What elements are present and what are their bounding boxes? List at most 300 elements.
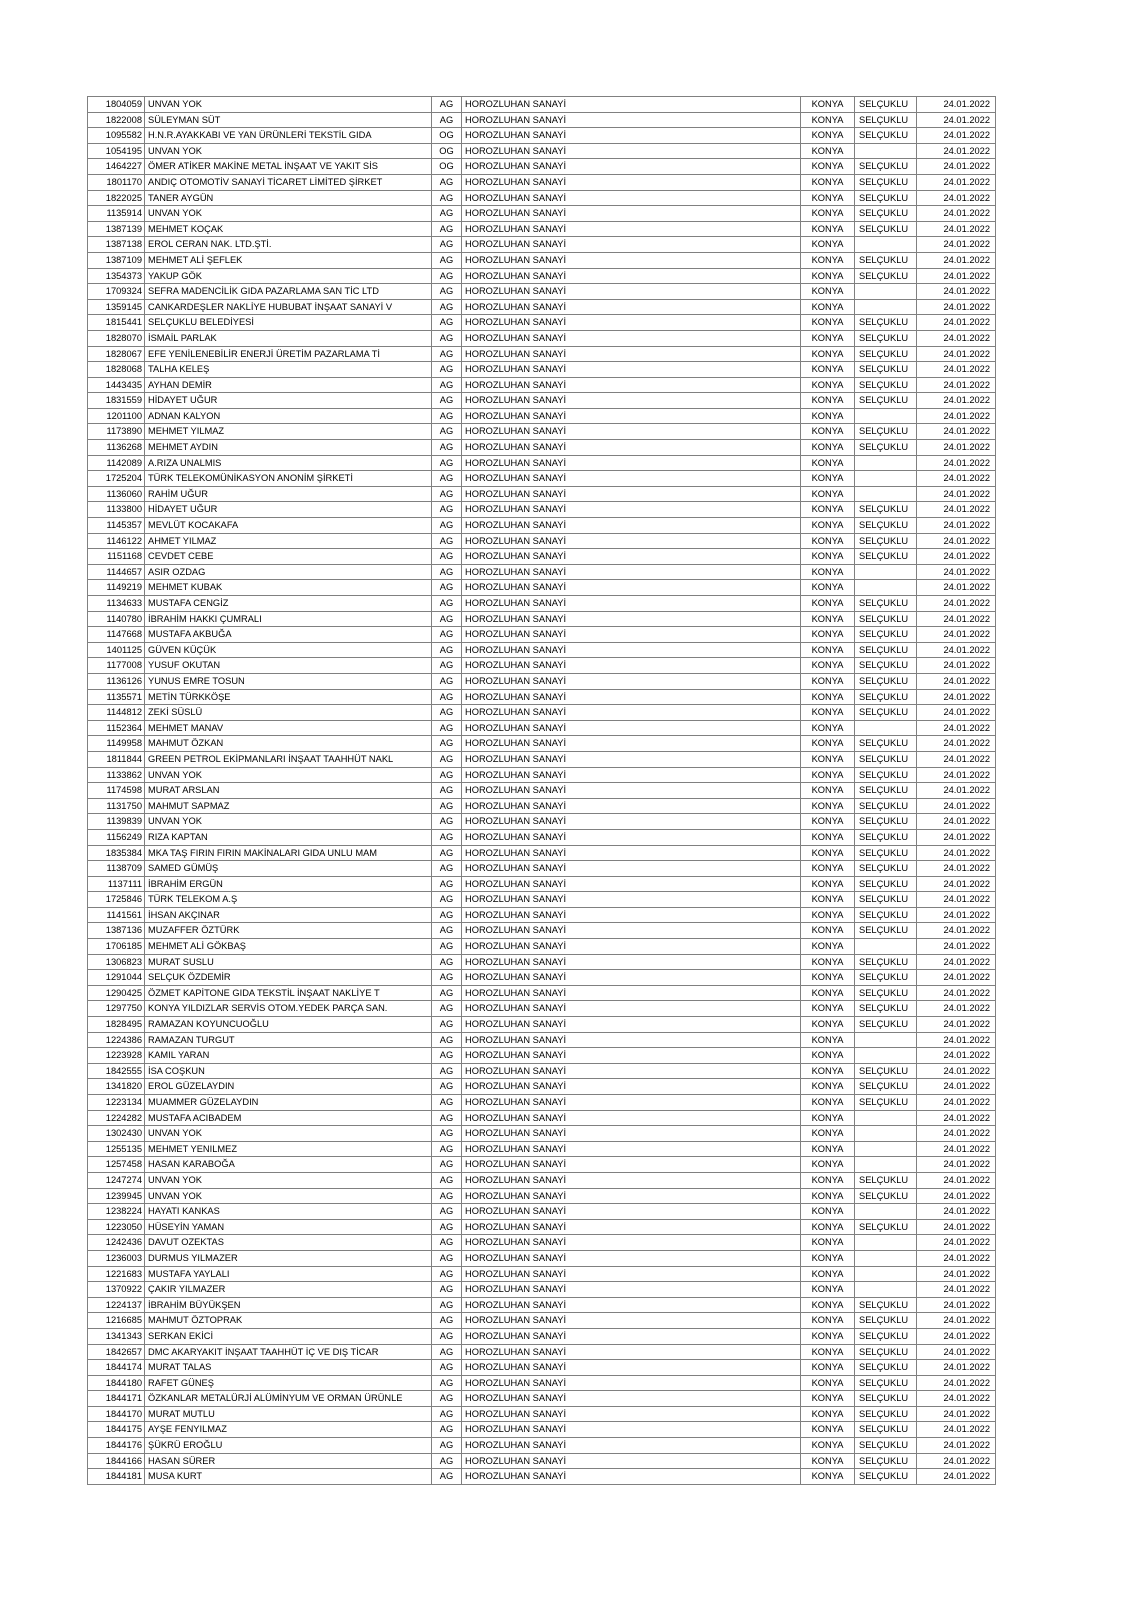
district-cell [855,580,917,596]
district-cell: SELÇUKLU [855,596,917,612]
city-cell: KONYA [801,705,855,721]
date-cell: 24.01.2022 [917,206,996,222]
city-cell: KONYA [801,440,855,456]
installation-number-cell: 1828068 [88,362,145,378]
facility-name-cell: HOROZLUHAN SANAYİ [462,1391,801,1407]
city-cell: KONYA [801,845,855,861]
subscriber-title-cell: SELÇUK ÖZDEMİR [145,970,432,986]
subscriber-title-cell: RAMAZAN KOYUNCUOĞLU [145,1017,432,1033]
voltage-type-cell: AG [432,1328,462,1344]
district-cell [855,471,917,487]
installation-number-cell: 1401125 [88,642,145,658]
facility-name-cell: HOROZLUHAN SANAYİ [462,596,801,612]
city-cell: KONYA [801,1095,855,1111]
installation-number-cell: 1255135 [88,1141,145,1157]
table-row [88,1375,996,1391]
installation-number-cell: 1464227 [88,159,145,175]
voltage-type-cell: AG [432,221,462,237]
facility-name-cell: HOROZLUHAN SANAYİ [462,1344,801,1360]
subscriber-title-cell: GÜVEN KÜÇÜK [145,642,432,658]
subscriber-title-cell: MKA TAŞ FIRIN FIRIN MAKİNALARI GIDA UNLU MAM [145,845,432,861]
voltage-type-cell: AG [432,424,462,440]
installation-number-cell: 1147668 [88,627,145,643]
table-row [88,1313,996,1329]
district-cell [855,1250,917,1266]
subscriber-title-cell: AHMET YILMAZ [145,533,432,549]
city-cell: KONYA [801,1079,855,1095]
district-cell: SELÇUKLU [855,424,917,440]
subscriber-title-cell: UNVAN YOK [145,143,432,159]
table-row [88,783,996,799]
date-cell: 24.01.2022 [917,783,996,799]
date-cell: 24.01.2022 [917,268,996,284]
table-row [88,97,996,113]
subscriber-title-cell: MAHMUT ÖZKAN [145,736,432,752]
installation-number-cell: 1149219 [88,580,145,596]
installation-number-cell: 1709324 [88,284,145,300]
facility-name-cell: HOROZLUHAN SANAYİ [462,611,801,627]
installation-number-cell: 1828067 [88,346,145,362]
city-cell: KONYA [801,408,855,424]
voltage-type-cell: AG [432,658,462,674]
district-cell: SELÇUKLU [855,159,917,175]
subscriber-title-cell: MEHMET YILMAZ [145,424,432,440]
table-row [88,1250,996,1266]
city-cell: KONYA [801,1469,855,1485]
date-cell: 24.01.2022 [917,1453,996,1469]
table-row [88,907,996,923]
date-cell: 24.01.2022 [917,1048,996,1064]
subscriber-title-cell: MEVLÜT KOCAKAFA [145,518,432,534]
facility-name-cell: HOROZLUHAN SANAYİ [462,907,801,923]
installation-number-cell: 1725846 [88,892,145,908]
facility-name-cell: HOROZLUHAN SANAYİ [462,829,801,845]
date-cell: 24.01.2022 [917,112,996,128]
voltage-type-cell: AG [432,455,462,471]
facility-name-cell: HOROZLUHAN SANAYİ [462,1282,801,1298]
city-cell: KONYA [801,1001,855,1017]
date-cell: 24.01.2022 [917,923,996,939]
facility-name-cell: HOROZLUHAN SANAYİ [462,1157,801,1173]
table-row [88,1063,996,1079]
district-cell [855,1235,917,1251]
subscriber-title-cell: HASAN KARABOĞA [145,1157,432,1173]
voltage-type-cell: AG [432,471,462,487]
subscriber-title-cell: ANDIÇ OTOMOTİV SANAYİ TİCARET LİMİTED ŞİRKET [145,174,432,190]
subscriber-title-cell: MEHMET ALİ GÖKBAŞ [145,939,432,955]
city-cell: KONYA [801,564,855,580]
installation-number-cell: 1725204 [88,471,145,487]
facility-name-cell: HOROZLUHAN SANAYİ [462,658,801,674]
installation-number-cell: 1844174 [88,1360,145,1376]
date-cell: 24.01.2022 [917,829,996,845]
subscriber-title-cell: MURAT TALAS [145,1360,432,1376]
facility-name-cell: HOROZLUHAN SANAYİ [462,221,801,237]
facility-name-cell: HOROZLUHAN SANAYİ [462,736,801,752]
city-cell: KONYA [801,985,855,1001]
table-row [88,486,996,502]
district-cell [855,455,917,471]
date-cell: 24.01.2022 [917,1344,996,1360]
city-cell: KONYA [801,221,855,237]
table-row [88,1126,996,1142]
installation-number-cell: 1297750 [88,1001,145,1017]
city-cell: KONYA [801,190,855,206]
facility-name-cell: HOROZLUHAN SANAYİ [462,518,801,534]
voltage-type-cell: AG [432,767,462,783]
voltage-type-cell: AG [432,1204,462,1220]
subscriber-title-cell: İHSAN AKÇINAR [145,907,432,923]
district-cell: SELÇUKLU [855,954,917,970]
facility-name-cell: HOROZLUHAN SANAYİ [462,1453,801,1469]
city-cell: KONYA [801,502,855,518]
district-cell: SELÇUKLU [855,673,917,689]
subscriber-title-cell: CANKARDEŞLER NAKLİYE HUBUBAT İNŞAAT SANAYİ V [145,299,432,315]
voltage-type-cell: OG [432,159,462,175]
facility-name-cell: HOROZLUHAN SANAYİ [462,1469,801,1485]
city-cell: KONYA [801,892,855,908]
facility-name-cell: HOROZLUHAN SANAYİ [462,299,801,315]
voltage-type-cell: AG [432,751,462,767]
date-cell: 24.01.2022 [917,1328,996,1344]
district-cell: SELÇUKLU [855,1422,917,1438]
district-cell: SELÇUKLU [855,377,917,393]
voltage-type-cell: AG [432,1375,462,1391]
subscriber-title-cell: AYŞE FENYILMAZ [145,1422,432,1438]
table-row [88,1344,996,1360]
date-cell: 24.01.2022 [917,408,996,424]
table-row [88,642,996,658]
date-cell: 24.01.2022 [917,190,996,206]
city-cell: KONYA [801,658,855,674]
date-cell: 24.01.2022 [917,1204,996,1220]
voltage-type-cell: AG [432,876,462,892]
facility-name-cell: HOROZLUHAN SANAYİ [462,284,801,300]
installation-number-cell: 1387138 [88,237,145,253]
district-cell: SELÇUKLU [855,767,917,783]
voltage-type-cell: AG [432,518,462,534]
district-cell: SELÇUKLU [855,1219,917,1235]
city-cell: KONYA [801,1422,855,1438]
subscriber-title-cell: ÇAKIR YILMAZER [145,1282,432,1298]
installation-number-cell: 1054195 [88,143,145,159]
voltage-type-cell: AG [432,923,462,939]
voltage-type-cell: AG [432,814,462,830]
subscriber-title-cell: TANER AYGÜN [145,190,432,206]
district-cell: SELÇUKLU [855,190,917,206]
city-cell: KONYA [801,1141,855,1157]
date-cell: 24.01.2022 [917,861,996,877]
installation-number-cell: 1835384 [88,845,145,861]
subscriber-title-cell: SELÇUKLU BELEDİYESİ [145,315,432,331]
voltage-type-cell: AG [432,970,462,986]
table-row [88,1017,996,1033]
district-cell: SELÇUKLU [855,393,917,409]
facility-name-cell: HOROZLUHAN SANAYİ [462,440,801,456]
subscriber-title-cell: MEHMET MANAV [145,720,432,736]
facility-name-cell: HOROZLUHAN SANAYİ [462,362,801,378]
date-cell: 24.01.2022 [917,1375,996,1391]
facility-name-cell: HOROZLUHAN SANAYİ [462,1172,801,1188]
voltage-type-cell: AG [432,985,462,1001]
table-row [88,970,996,986]
district-cell [855,143,917,159]
district-cell: SELÇUKLU [855,315,917,331]
installation-number-cell: 1354373 [88,268,145,284]
date-cell: 24.01.2022 [917,1235,996,1251]
outage-subscriber-table [87,96,996,1485]
date-cell: 24.01.2022 [917,174,996,190]
date-cell: 24.01.2022 [917,1282,996,1298]
voltage-type-cell: AG [432,1313,462,1329]
city-cell: KONYA [801,1375,855,1391]
facility-name-cell: HOROZLUHAN SANAYİ [462,1048,801,1064]
installation-number-cell: 1149958 [88,736,145,752]
table-row [88,954,996,970]
date-cell: 24.01.2022 [917,642,996,658]
voltage-type-cell: AG [432,954,462,970]
table-row [88,892,996,908]
installation-number-cell: 1801170 [88,174,145,190]
city-cell: KONYA [801,533,855,549]
installation-number-cell: 1844176 [88,1438,145,1454]
voltage-type-cell: OG [432,128,462,144]
installation-number-cell: 1145357 [88,518,145,534]
date-cell: 24.01.2022 [917,455,996,471]
district-cell: SELÇUKLU [855,206,917,222]
date-cell: 24.01.2022 [917,1110,996,1126]
voltage-type-cell: AG [432,829,462,845]
date-cell: 24.01.2022 [917,1188,996,1204]
district-cell: SELÇUKLU [855,611,917,627]
subscriber-title-cell: UNVAN YOK [145,206,432,222]
voltage-type-cell: AG [432,1032,462,1048]
voltage-type-cell: AG [432,1063,462,1079]
facility-name-cell: HOROZLUHAN SANAYİ [462,549,801,565]
installation-number-cell: 1146122 [88,533,145,549]
district-cell [855,408,917,424]
facility-name-cell: HOROZLUHAN SANAYİ [462,1001,801,1017]
facility-name-cell: HOROZLUHAN SANAYİ [462,1095,801,1111]
city-cell: KONYA [801,923,855,939]
date-cell: 24.01.2022 [917,1360,996,1376]
installation-number-cell: 1822008 [88,112,145,128]
voltage-type-cell: AG [432,393,462,409]
installation-number-cell: 1134633 [88,596,145,612]
table-row [88,502,996,518]
table-row [88,767,996,783]
voltage-type-cell: AG [432,673,462,689]
subscriber-title-cell: MURAT SUSLU [145,954,432,970]
district-cell: SELÇUKLU [855,533,917,549]
city-cell: KONYA [801,1188,855,1204]
district-cell: SELÇUKLU [855,252,917,268]
table-row [88,1297,996,1313]
table-row [88,814,996,830]
district-cell: SELÇUKLU [855,1313,917,1329]
date-cell: 24.01.2022 [917,596,996,612]
date-cell: 24.01.2022 [917,845,996,861]
table-row [88,455,996,471]
city-cell: KONYA [801,1048,855,1064]
facility-name-cell: HOROZLUHAN SANAYİ [462,1126,801,1142]
subscriber-title-cell: MURAT MUTLU [145,1406,432,1422]
facility-name-cell: HOROZLUHAN SANAYİ [462,814,801,830]
table-row [88,627,996,643]
facility-name-cell: HOROZLUHAN SANAYİ [462,705,801,721]
district-cell: SELÇUKLU [855,128,917,144]
voltage-type-cell: AG [432,315,462,331]
subscriber-title-cell: ÖZMET KAPİTONE GIDA TEKSTİL İNŞAAT NAKLİYE T [145,985,432,1001]
district-cell: SELÇUKLU [855,1297,917,1313]
installation-number-cell: 1844166 [88,1453,145,1469]
table-row [88,252,996,268]
voltage-type-cell: AG [432,1157,462,1173]
table-row [88,705,996,721]
subscriber-title-cell: TÜRK TELEKOMÜNİKASYON ANONİM ŞİRKETİ [145,471,432,487]
subscriber-title-cell: MUSTAFA ACIBADEM [145,1110,432,1126]
installation-number-cell: 1804059 [88,97,145,113]
district-cell: SELÇUKLU [855,330,917,346]
installation-number-cell: 1242436 [88,1235,145,1251]
facility-name-cell: HOROZLUHAN SANAYİ [462,1017,801,1033]
district-cell [855,486,917,502]
date-cell: 24.01.2022 [917,954,996,970]
installation-number-cell: 1224386 [88,1032,145,1048]
city-cell: KONYA [801,549,855,565]
installation-number-cell: 1138709 [88,861,145,877]
subscriber-title-cell: MURAT ARSLAN [145,783,432,799]
installation-number-cell: 1131750 [88,798,145,814]
facility-name-cell: HOROZLUHAN SANAYİ [462,751,801,767]
date-cell: 24.01.2022 [917,128,996,144]
installation-number-cell: 1247274 [88,1172,145,1188]
district-cell: SELÇUKLU [855,346,917,362]
district-cell: SELÇUKLU [855,1406,917,1422]
installation-number-cell: 1156249 [88,829,145,845]
voltage-type-cell: AG [432,237,462,253]
district-cell: SELÇUKLU [855,627,917,643]
city-cell: KONYA [801,736,855,752]
table-row [88,330,996,346]
table-row [88,1157,996,1173]
facility-name-cell: HOROZLUHAN SANAYİ [462,1188,801,1204]
voltage-type-cell: AG [432,408,462,424]
city-cell: KONYA [801,642,855,658]
city-cell: KONYA [801,673,855,689]
date-cell: 24.01.2022 [917,518,996,534]
city-cell: KONYA [801,393,855,409]
district-cell [855,564,917,580]
installation-number-cell: 1706185 [88,939,145,955]
facility-name-cell: HOROZLUHAN SANAYİ [462,861,801,877]
table-row [88,440,996,456]
date-cell: 24.01.2022 [917,939,996,955]
date-cell: 24.01.2022 [917,471,996,487]
city-cell: KONYA [801,143,855,159]
district-cell: SELÇUKLU [855,970,917,986]
district-cell [855,284,917,300]
city-cell: KONYA [801,159,855,175]
district-cell: SELÇUKLU [855,97,917,113]
date-cell: 24.01.2022 [917,1469,996,1485]
date-cell: 24.01.2022 [917,237,996,253]
facility-name-cell: HOROZLUHAN SANAYİ [462,502,801,518]
installation-number-cell: 1139839 [88,814,145,830]
subscriber-title-cell: GREEN PETROL EKİPMANLARI İNŞAAT TAAHHÜT NAKL [145,751,432,767]
subscriber-title-cell: MUSTAFA AKBUĞA [145,627,432,643]
facility-name-cell: HOROZLUHAN SANAYİ [462,377,801,393]
table-row [88,861,996,877]
district-cell: SELÇUKLU [855,1438,917,1454]
installation-number-cell: 1223928 [88,1048,145,1064]
city-cell: KONYA [801,1250,855,1266]
city-cell: KONYA [801,970,855,986]
voltage-type-cell: AG [432,97,462,113]
installation-number-cell: 1387109 [88,252,145,268]
voltage-type-cell: AG [432,549,462,565]
subscriber-title-cell: ZEKİ SÜSLÜ [145,705,432,721]
voltage-type-cell: AG [432,190,462,206]
city-cell: KONYA [801,128,855,144]
installation-number-cell: 1844171 [88,1391,145,1407]
voltage-type-cell: AG [432,611,462,627]
installation-number-cell: 1095582 [88,128,145,144]
installation-number-cell: 1370922 [88,1282,145,1298]
table-row [88,190,996,206]
district-cell: SELÇUKLU [855,1188,917,1204]
subscriber-title-cell: MEHMET YENILMEZ [145,1141,432,1157]
table-row [88,1204,996,1220]
date-cell: 24.01.2022 [917,393,996,409]
voltage-type-cell: AG [432,330,462,346]
city-cell: KONYA [801,861,855,877]
city-cell: KONYA [801,1235,855,1251]
date-cell: 24.01.2022 [917,1266,996,1282]
district-cell [855,1126,917,1142]
date-cell: 24.01.2022 [917,736,996,752]
voltage-type-cell: AG [432,299,462,315]
subscriber-title-cell: MUAMMER GÜZELAYDIN [145,1095,432,1111]
date-cell: 24.01.2022 [917,502,996,518]
facility-name-cell: HOROZLUHAN SANAYİ [462,1360,801,1376]
district-cell: SELÇUKLU [855,1391,917,1407]
installation-number-cell: 1811844 [88,751,145,767]
district-cell: SELÇUKLU [855,1360,917,1376]
district-cell: SELÇUKLU [855,549,917,565]
voltage-type-cell: AG [432,845,462,861]
subscriber-title-cell: UNVAN YOK [145,814,432,830]
installation-number-cell: 1290425 [88,985,145,1001]
subscriber-title-cell: HİDAYET UĞUR [145,393,432,409]
table-row [88,206,996,222]
table-row [88,1079,996,1095]
city-cell: KONYA [801,939,855,955]
installation-number-cell: 1136126 [88,673,145,689]
district-cell [855,1110,917,1126]
subscriber-title-cell: ADNAN KALYON [145,408,432,424]
voltage-type-cell: AG [432,1079,462,1095]
voltage-type-cell: AG [432,580,462,596]
installation-number-cell: 1140780 [88,611,145,627]
subscriber-title-cell: A.RIZA UNALMIS [145,455,432,471]
date-cell: 24.01.2022 [917,440,996,456]
city-cell: KONYA [801,1328,855,1344]
facility-name-cell: HOROZLUHAN SANAYİ [462,985,801,1001]
city-cell: KONYA [801,829,855,845]
subscriber-title-cell: MUSA KURT [145,1469,432,1485]
subscriber-title-cell: RAMAZAN TURGUT [145,1032,432,1048]
